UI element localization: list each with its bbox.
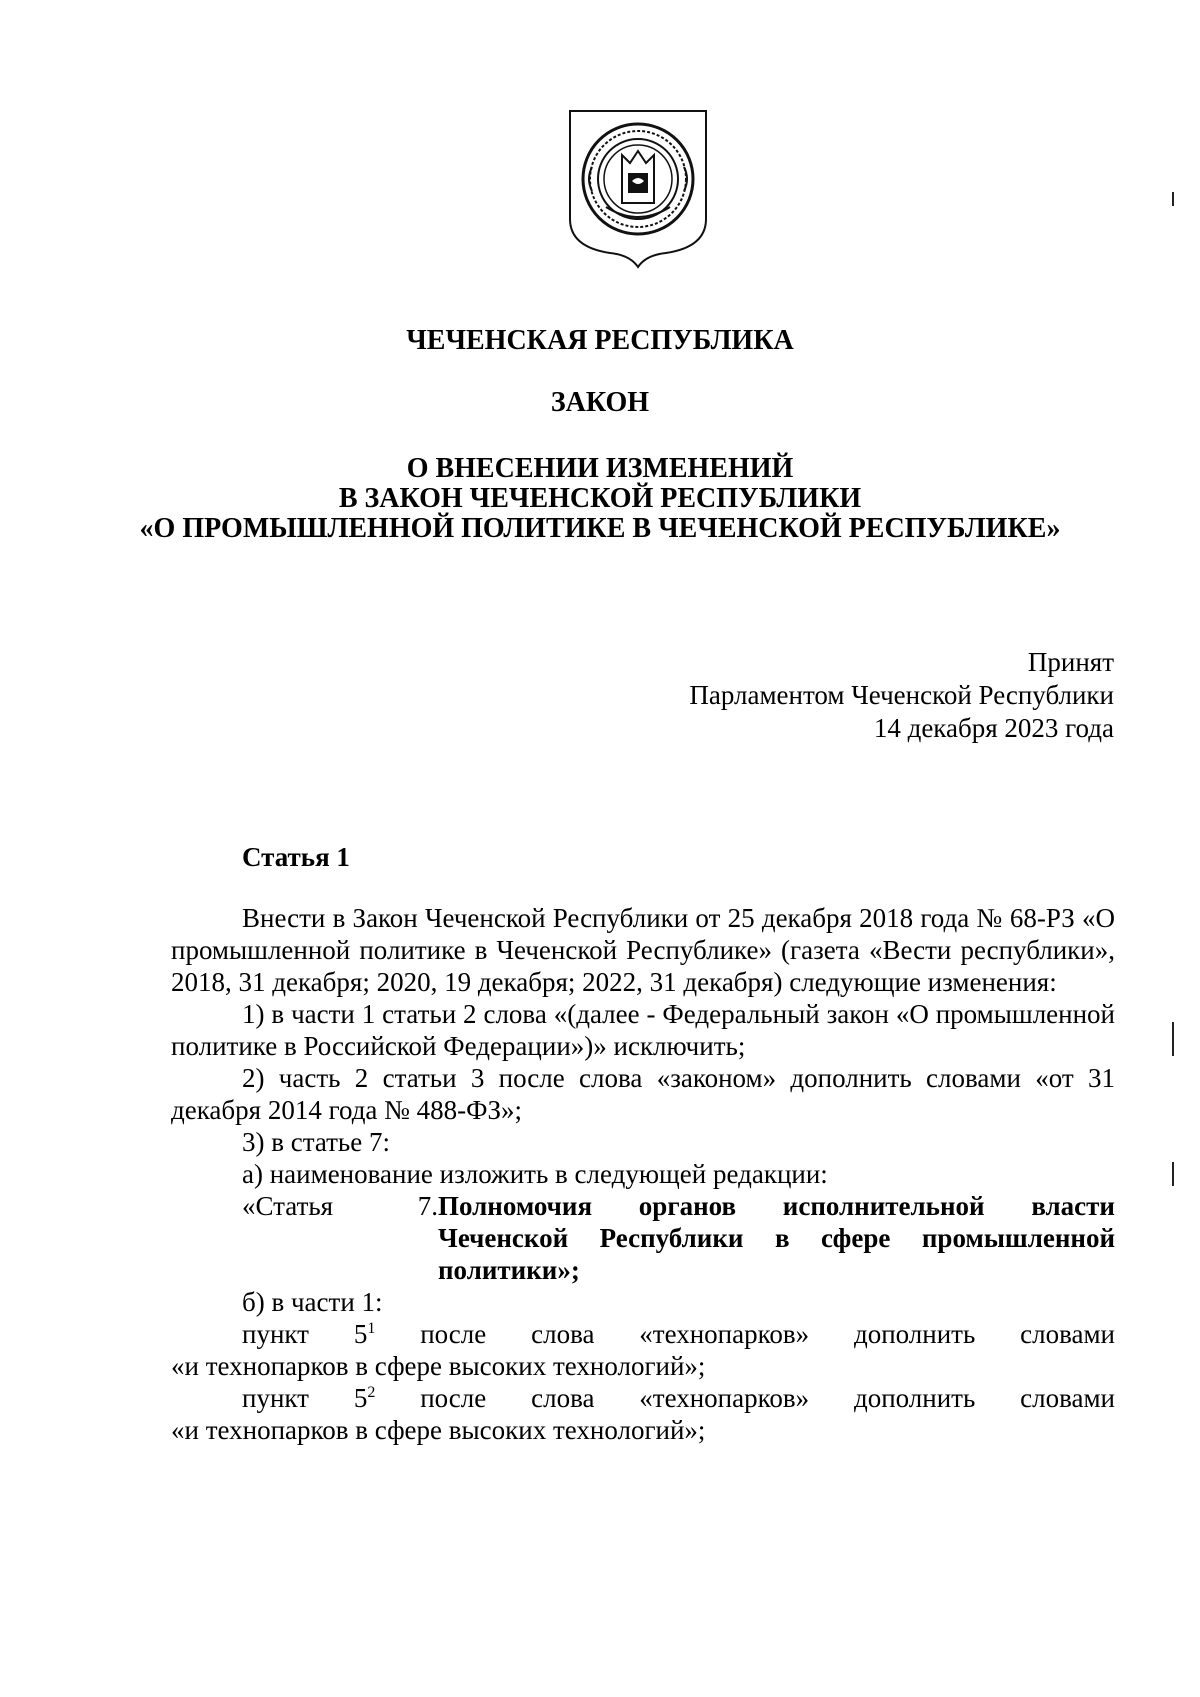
adoption-line: Принят (1027, 647, 1114, 677)
republic-title: ЧЕЧЕНСКАЯ РЕСПУБЛИКА (406, 325, 794, 356)
scan-mark (1172, 1022, 1174, 1056)
law-title-line: В ЗАКОН ЧЕЧЕНСКОЙ РЕСПУБЛИКИ (338, 483, 862, 514)
article-body (171, 902, 1115, 1446)
point-superscript: 2 (367, 1384, 376, 1401)
point-number: 5 (353, 1319, 368, 1349)
adoption-note (689, 646, 1114, 745)
amendment-item-2: 2) часть 2 статьи 3 после слова «законом» дополнить словами «от 31 декабря 2014 года № 488-ФЗ»; (171, 1063, 1115, 1125)
adoption-date: 14 декабря 2023 года (873, 713, 1114, 743)
article-7-label: «Статья 7. (242, 1191, 438, 1221)
coat-of-arms-icon (566, 107, 710, 269)
point-number: 5 (353, 1383, 368, 1413)
article-heading: Статья 1 (242, 842, 350, 872)
adoption-authority: Парламентом Чеченской Республики (689, 680, 1114, 710)
amendment-item-3b: б) в части 1: (242, 1287, 383, 1317)
document-type: ЗАКОН (550, 387, 650, 418)
point-5-2-continuation: «и технопарков в сфере высоких технологий»; (171, 1415, 706, 1445)
article-intro: Внести в Закон Чеченской Республики от 25 декабря 2018 года № 68-РЗ «О промышленной политике в Чеченской Республике» (газета «Вести республики», 2018, 31 декабря; 2020, 19 декабря; 2022, 31 декабря) следующие изменения: (171, 903, 1115, 997)
article-7-heading-text (438, 1190, 1115, 1286)
point-5-1-line (171, 1318, 1115, 1350)
point-superscript: 1 (367, 1320, 376, 1337)
point-word: пункт (242, 1319, 309, 1349)
amendment-item-3: 3) в статье 7: (242, 1127, 390, 1157)
point-text: после слова «технопарков» дополнить словами (420, 1319, 1116, 1349)
law-title-line: О ВНЕСЕНИИ ИЗМЕНЕНИЙ (406, 453, 794, 484)
article-7-bold-text: Полномочия органов исполнительной власти Чеченской Республики в сфере промышленной политики (438, 1191, 1115, 1285)
scan-mark (1172, 192, 1174, 206)
point-5-2-line (171, 1382, 1115, 1414)
article-7-new-title (171, 1190, 1115, 1286)
point-text: после слова «технопарков» дополнить словами (420, 1383, 1116, 1413)
scan-mark (1172, 1162, 1174, 1186)
amendment-item-3a: а) наименование изложить в следующей редакции: (242, 1159, 828, 1189)
law-title (0, 454, 1200, 544)
amendment-item-1: 1) в части 1 статьи 2 слова «(далее - Федеральный закон «О промышленной политике в Российской Федерации»)» исключить; (171, 999, 1115, 1061)
point-word: пункт (242, 1383, 309, 1413)
point-5-1-continuation: «и технопарков в сфере высоких технологий»; (171, 1351, 706, 1381)
law-title-line: «О ПРОМЫШЛЕННОЙ ПОЛИТИКЕ В ЧЕЧЕНСКОЙ РЕСПУБЛИКЕ» (139, 513, 1061, 544)
article-7-tail: »; (557, 1255, 580, 1285)
